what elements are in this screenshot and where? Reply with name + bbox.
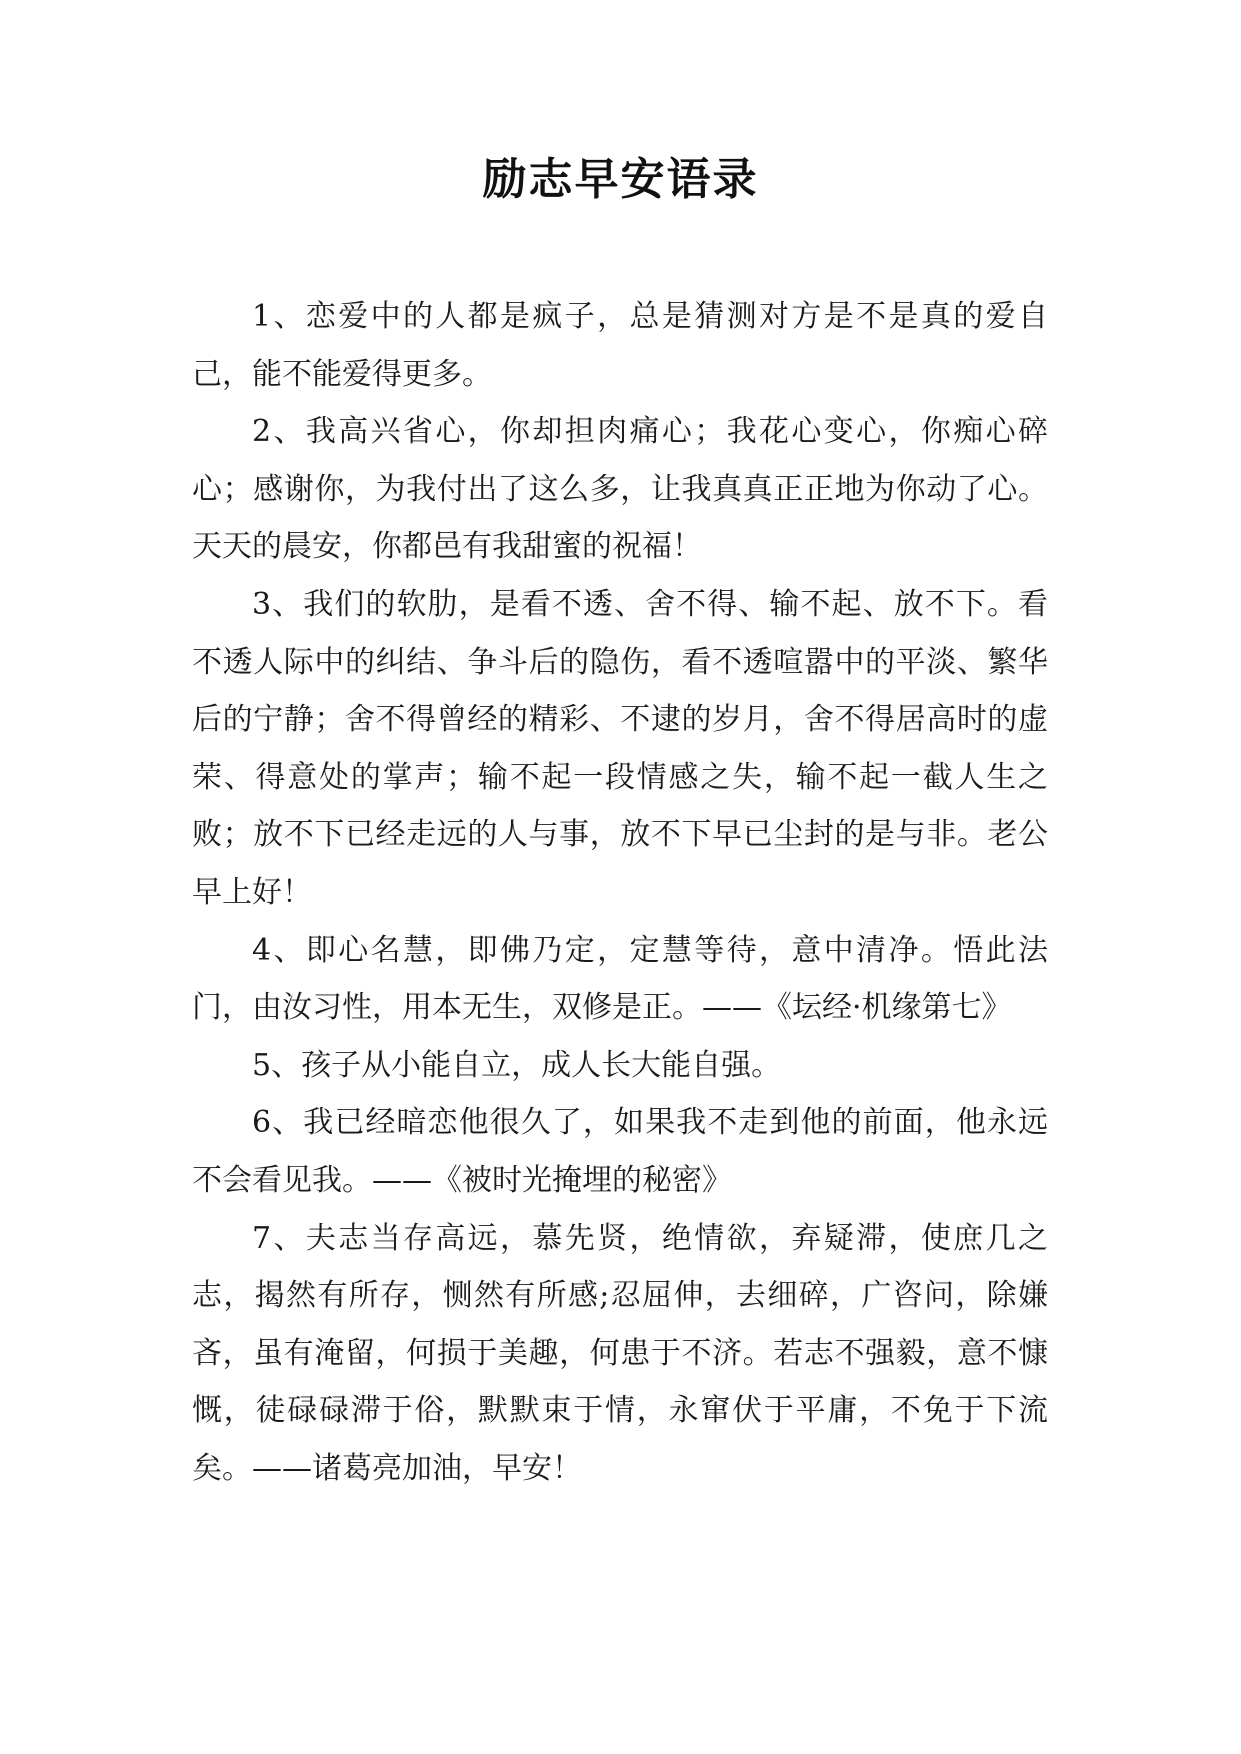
- paragraph-1: 1、恋爱中的人都是疯子，总是猜测对方是不是真的爱自己，能不能爱得更多。: [192, 299, 1048, 392]
- paragraph-7: 7、夫志当存高远，慕先贤，绝情欲，弃疑滞，使庶几之志，揭然有所存，恻然有所感;忍屈伸，去细碎，广咨问，除嫌吝，虽有淹留，何损于美趣，何患于不济。若志不强毅，意不慷慨，徒碌碌滞于俗，默默束于情，永窜伏于平庸，不免于下流矣。——诸葛亮加油，早安！: [192, 1220, 1048, 1486]
- paragraph-4: 4、即心名慧，即佛乃定，定慧等待，意中清净。悟此法门，由汝习性，用本无生，双修是正。——《坛经·机缘第七》: [192, 932, 1048, 1026]
- document-body: [192, 288, 1048, 1497]
- document-title: 励志早安语录: [482, 154, 759, 205]
- paragraph-5: 5、孩子从小能自立，成人长大能自强。: [252, 1047, 782, 1083]
- paragraph-2: 2、我高兴省心，你却担肉痛心；我花心变心，你痴心碎心；感谢你，为我付出了这么多，让我真真正正地为你动了心。天天的晨安，你都邑有我甜蜜的祝福！: [192, 414, 1048, 565]
- paragraph-6: 6、我已经暗恋他很久了，如果我不走到他的前面，他永远不会看见我。——《被时光掩埋的秘密》: [192, 1105, 1048, 1198]
- paragraph-3: 3、我们的软肋，是看不透、舍不得、输不起、放不下。看不透人际中的纠结、争斗后的隐伤，看不透喧嚣中的平淡、繁华后的宁静；舍不得曾经的精彩、不逮的岁月，舍不得居高时的虚荣、得意处的掌声；输不起一段情感之失，输不起一截人生之败；放不下已经走远的人与事，放不下早已尘封的是与非。老公早上好！: [192, 586, 1048, 910]
